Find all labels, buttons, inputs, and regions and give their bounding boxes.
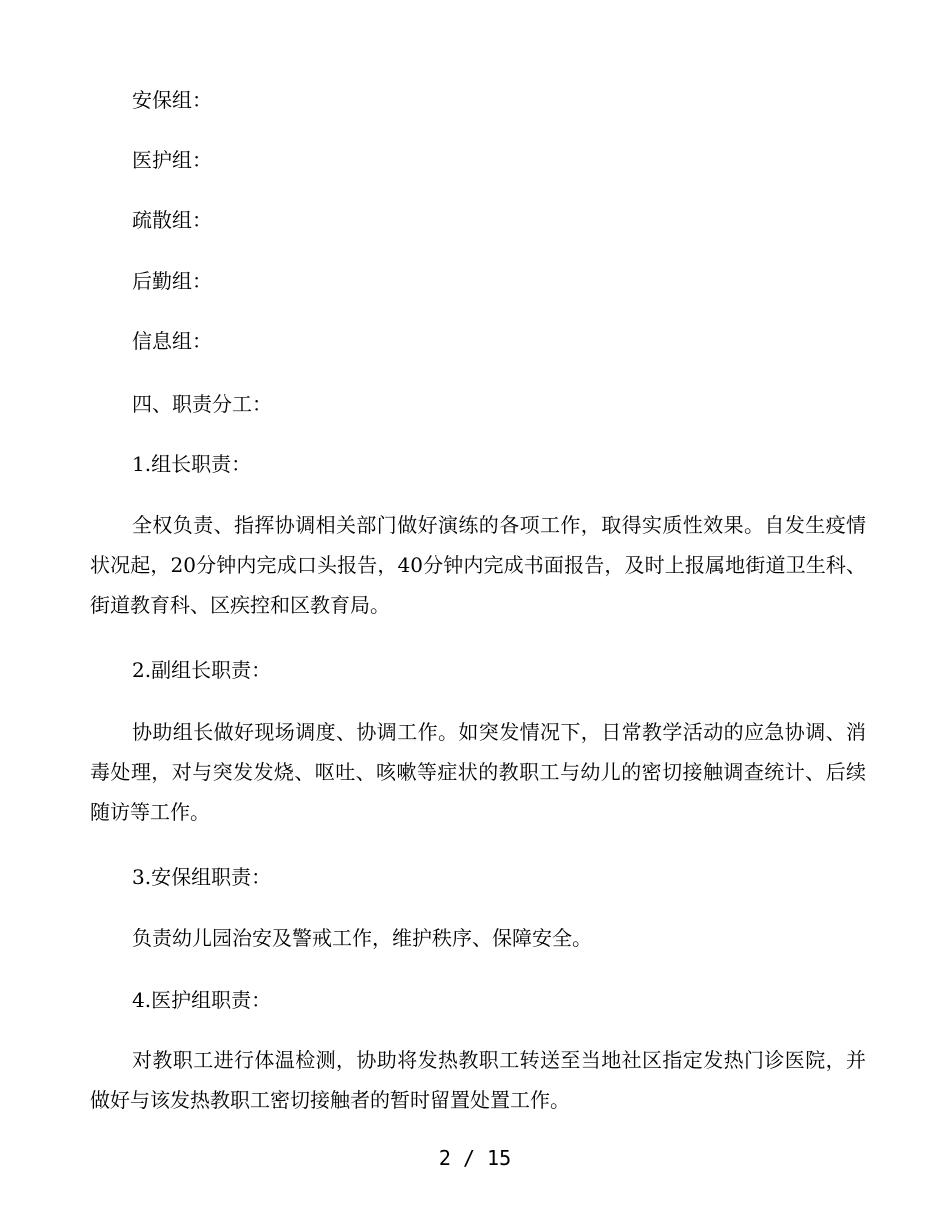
item-title-deputy: 2.副组长职责： — [132, 658, 272, 682]
group-security-label: 安保组： — [132, 88, 212, 112]
item-title-leader: 1.组长职责： — [132, 452, 252, 476]
page-number: 2 / 15 — [438, 1146, 512, 1170]
group-logistics-label: 后勤组： — [132, 269, 212, 293]
item-body-deputy: 协助组长做好现场调度、协调工作。如突发情况下，日常教学活动的应急协调、消毒处理，对与突发发烧、呕吐、咳嗽等症状的教职工与幼儿的密切接触调查统计、后续随访等工作。 — [90, 720, 866, 824]
group-info-label: 信息组： — [132, 329, 212, 353]
item-title-medical: 4.医护组职责： — [132, 988, 272, 1012]
item-body-leader: 全权负责、指挥协调相关部门做好演练的各项工作，取得实质性效果。自发生疫情状况起，20分钟内完成口头报告，40分钟内完成书面报告，及时上报属地街道卫生科、街道教育科、区疾控和区教育局。 — [90, 513, 866, 617]
group-evacuation-label: 疏散组： — [132, 208, 212, 232]
item-body-medical: 对教职工进行体温检测，协助将发热教职工转送至当地社区指定发热门诊医院，并做好与该发热教职工密切接触者的暂时留置处置工作。 — [90, 1048, 866, 1112]
section-heading: 四、职责分工： — [132, 392, 272, 416]
group-medical-label: 医护组： — [132, 148, 212, 172]
item-title-security: 3.安保组职责： — [132, 865, 272, 889]
item-body-security: 负责幼儿园治安及警戒工作，维护秩序、保障安全。 — [132, 926, 592, 950]
